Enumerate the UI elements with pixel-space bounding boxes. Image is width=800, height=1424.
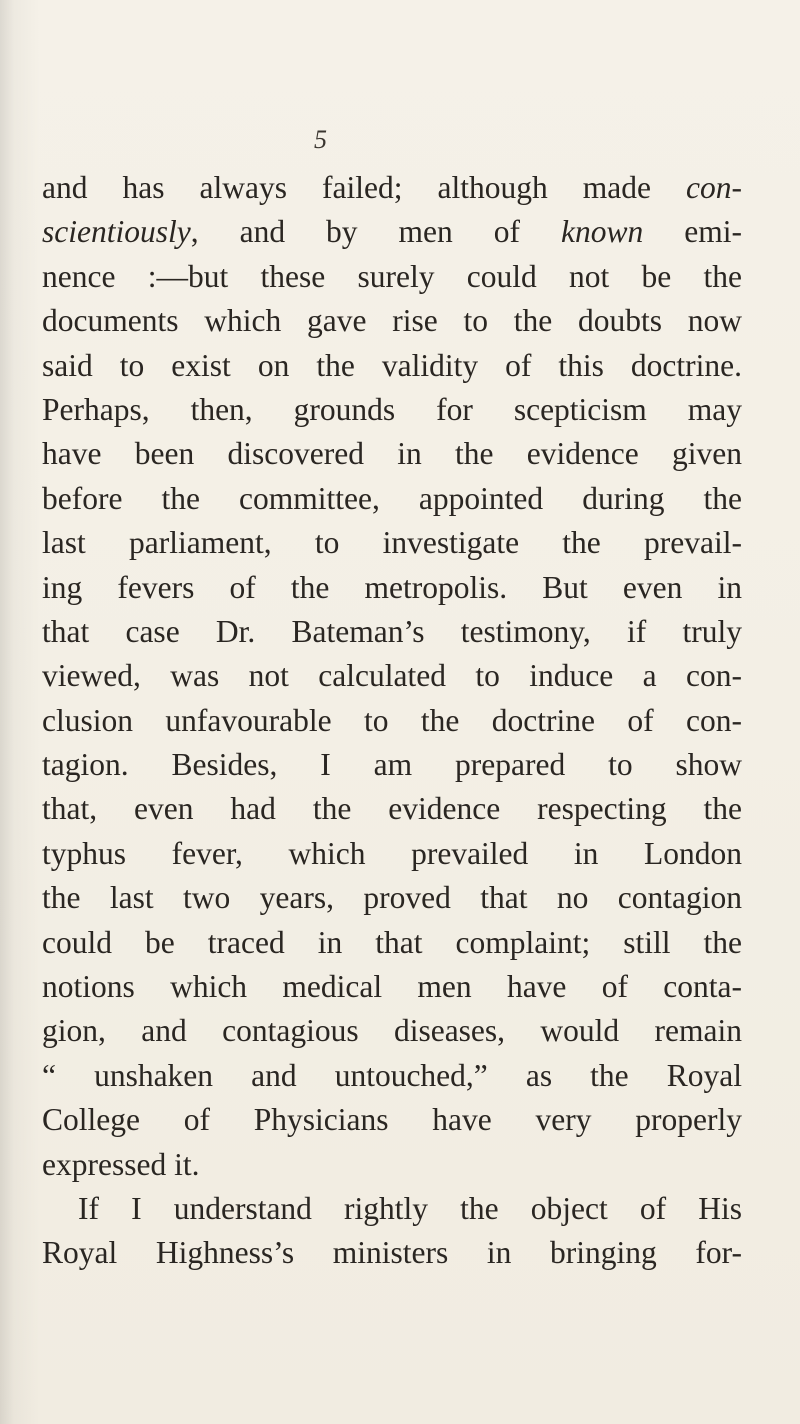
- text-line: documents which gave rise to the doubts now: [42, 303, 742, 339]
- text-line: Perhaps, then, grounds for scepticism may: [42, 391, 742, 427]
- text-line: that, even had the evidence respecting the: [42, 791, 742, 827]
- text-span: and has always failed; although made: [42, 170, 687, 205]
- text-line: last parliament, to investigate the prevail-: [42, 525, 742, 561]
- text-line: nence :—but these surely could not be the: [42, 258, 742, 294]
- text-line: [42, 210, 742, 254]
- text-line: said to exist on the validity of this doctrine.: [42, 347, 742, 383]
- text-line: before the committee, appointed during the: [42, 480, 742, 516]
- text-line: tagion. Besides, I am prepared to show: [42, 747, 742, 783]
- text-line: expressed it.: [42, 1146, 200, 1182]
- text-line: typhus fever, which prevailed in London: [42, 835, 742, 871]
- text-line: could be traced in that complaint; still the: [42, 924, 742, 960]
- text-line: If I understand rightly the object of His: [78, 1190, 742, 1226]
- text-line: notions which medical men have of conta-: [42, 969, 742, 1005]
- italic-text-span: known: [561, 214, 644, 250]
- italic-text-span: con-: [686, 170, 742, 205]
- text-span: emi-: [643, 214, 742, 250]
- text-line: College of Physicians have very properly: [42, 1102, 742, 1138]
- text-line: have been discovered in the evidence given: [42, 436, 742, 472]
- text-line: ing fevers of the metropolis. But even in: [42, 569, 742, 605]
- text-line: Royal Highness’s ministers in bringing for-: [42, 1235, 742, 1271]
- text-line: “ unshaken and untouched,” as the Royal: [42, 1057, 742, 1093]
- italic-text-span: scientiously: [42, 214, 191, 250]
- text-line: viewed, was not calculated to induce a con-: [42, 658, 742, 694]
- body-text: [42, 166, 742, 1276]
- text-line: the last two years, proved that no contagion: [42, 880, 742, 916]
- text-line: clusion unfavourable to the doctrine of con-: [42, 702, 742, 738]
- text-line: gion, and contagious diseases, would remain: [42, 1013, 742, 1049]
- page-number: 5: [314, 125, 327, 154]
- text-span: , and by men of: [190, 214, 562, 250]
- text-line: [42, 166, 742, 210]
- text-line: that case Dr. Bateman’s testimony, if truly: [42, 613, 742, 649]
